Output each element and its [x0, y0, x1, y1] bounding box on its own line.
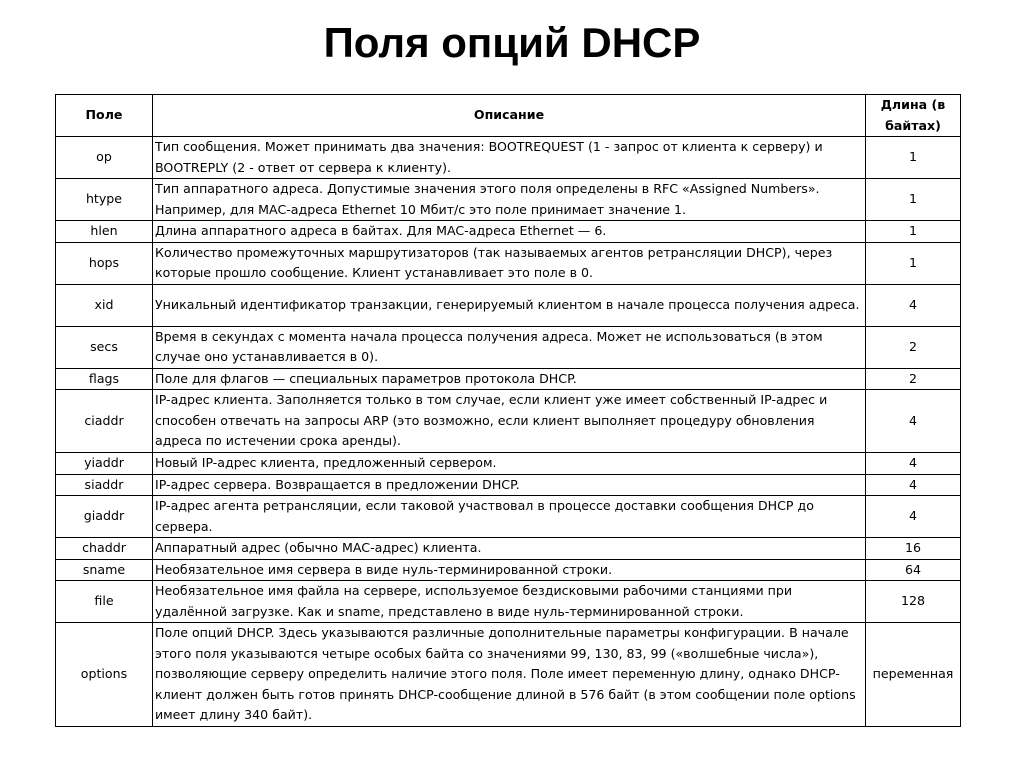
- field-cell: flags: [56, 368, 153, 390]
- table-row: [56, 559, 961, 581]
- description-cell: Аппаратный адрес (обычно MAC-адрес) клиента.: [153, 538, 866, 560]
- table-row: [56, 368, 961, 390]
- table-row: [56, 284, 961, 326]
- table-row: [56, 623, 961, 727]
- header-field: Поле: [56, 95, 153, 137]
- length-cell: 1: [866, 179, 961, 221]
- description-cell: Поле опций DHCP. Здесь указываются различные дополнительные параметры конфигурации. В начале этого поля указываются четыре особых байта со значениями 99, 130, 83, 99 («волшебные числа»), позволяющие серверу определить наличие этого поля. Поле имеет переменную длину, однако DHCP-клиент должен быть готов принять DHCP-сообщение длиной в 576 байт (в этом сообщении поле options имеет длину 340 байт).: [153, 623, 866, 727]
- table-row: [56, 474, 961, 496]
- page-title: Поля опций DHCP: [323, 19, 701, 66]
- field-cell: giaddr: [56, 496, 153, 538]
- field-cell: yiaddr: [56, 453, 153, 475]
- field-cell: htype: [56, 179, 153, 221]
- table-row: [56, 137, 961, 179]
- field-cell: chaddr: [56, 538, 153, 560]
- table-row: [56, 581, 961, 623]
- length-cell: 64: [866, 559, 961, 581]
- description-cell: Тип сообщения. Может принимать два значения: BOOTREQUEST (1 - запрос от клиента к серверу) и BOOTREPLY (2 - ответ от сервера к клиенту).: [153, 137, 866, 179]
- table-row: [56, 496, 961, 538]
- description-cell: Время в секундах с момента начала процесса получения адреса. Может не использоваться (в этом случае оно устанавливается в 0).: [153, 326, 866, 368]
- length-cell: 16: [866, 538, 961, 560]
- length-cell: 1: [866, 242, 961, 284]
- description-cell: Необязательное имя файла на сервере, используемое бездисковыми рабочими станциями при удалённой загрузке. Как и sname, представлено в виде нуль-терминированной строки.: [153, 581, 866, 623]
- length-cell: 4: [866, 474, 961, 496]
- length-cell: 2: [866, 368, 961, 390]
- length-cell: 2: [866, 326, 961, 368]
- description-cell: Количество промежуточных маршрутизаторов (так называемых агентов ретрансляции DHCP), через которые прошло сообщение. Клиент устанавливает это поле в 0.: [153, 242, 866, 284]
- table-row: [56, 221, 961, 243]
- field-cell: secs: [56, 326, 153, 368]
- length-cell: 4: [866, 496, 961, 538]
- description-cell: IP-адрес клиента. Заполняется только в том случае, если клиент уже имеет собственный IP-адрес и способен отвечать на запросы ARP (это возможно, если клиент выполняет процедуру обновления адреса по истечении срока аренды).: [153, 390, 866, 453]
- field-cell: hlen: [56, 221, 153, 243]
- header-description: Описание: [153, 95, 866, 137]
- length-cell: 4: [866, 284, 961, 326]
- field-cell: op: [56, 137, 153, 179]
- length-cell: переменная: [866, 623, 961, 727]
- description-cell: IP-адрес сервера. Возвращается в предложении DHCP.: [153, 474, 866, 496]
- field-cell: ciaddr: [56, 390, 153, 453]
- description-cell: Длина аппаратного адреса в байтах. Для MAC-адреса Ethernet — 6.: [153, 221, 866, 243]
- table-row: [56, 242, 961, 284]
- field-cell: options: [56, 623, 153, 727]
- field-cell: sname: [56, 559, 153, 581]
- length-cell: 4: [866, 453, 961, 475]
- table-header-row: [56, 95, 961, 137]
- header-length: Длина (в байтах): [866, 95, 961, 137]
- length-cell: 1: [866, 221, 961, 243]
- field-cell: hops: [56, 242, 153, 284]
- length-cell: 4: [866, 390, 961, 453]
- description-cell: IP-адрес агента ретрансляции, если таковой участвовал в процессе доставки сообщения DHCP до сервера.: [153, 496, 866, 538]
- description-cell: Тип аппаратного адреса. Допустимые значения этого поля определены в RFC «Assigned Numbers». Например, для MAC-адреса Ethernet 10 Мбит/с это поле принимает значение 1.: [153, 179, 866, 221]
- length-cell: 128: [866, 581, 961, 623]
- table-body: [56, 137, 961, 727]
- description-cell: Необязательное имя сервера в виде нуль-терминированной строки.: [153, 559, 866, 581]
- length-cell: 1: [866, 137, 961, 179]
- description-cell: Поле для флагов — специальных параметров протокола DHCP.: [153, 368, 866, 390]
- description-cell: Новый IP-адрес клиента, предложенный сервером.: [153, 453, 866, 475]
- field-cell: siaddr: [56, 474, 153, 496]
- table-row: [56, 326, 961, 368]
- table-header: [56, 95, 961, 137]
- description-cell: Уникальный идентификатор транзакции, генерируемый клиентом в начале процесса получения адреса.: [153, 284, 866, 326]
- dhcp-fields-table: [55, 94, 961, 727]
- table-row: [56, 453, 961, 475]
- table-row: [56, 179, 961, 221]
- table-row: [56, 390, 961, 453]
- field-cell: xid: [56, 284, 153, 326]
- table-row: [56, 538, 961, 560]
- field-cell: file: [56, 581, 153, 623]
